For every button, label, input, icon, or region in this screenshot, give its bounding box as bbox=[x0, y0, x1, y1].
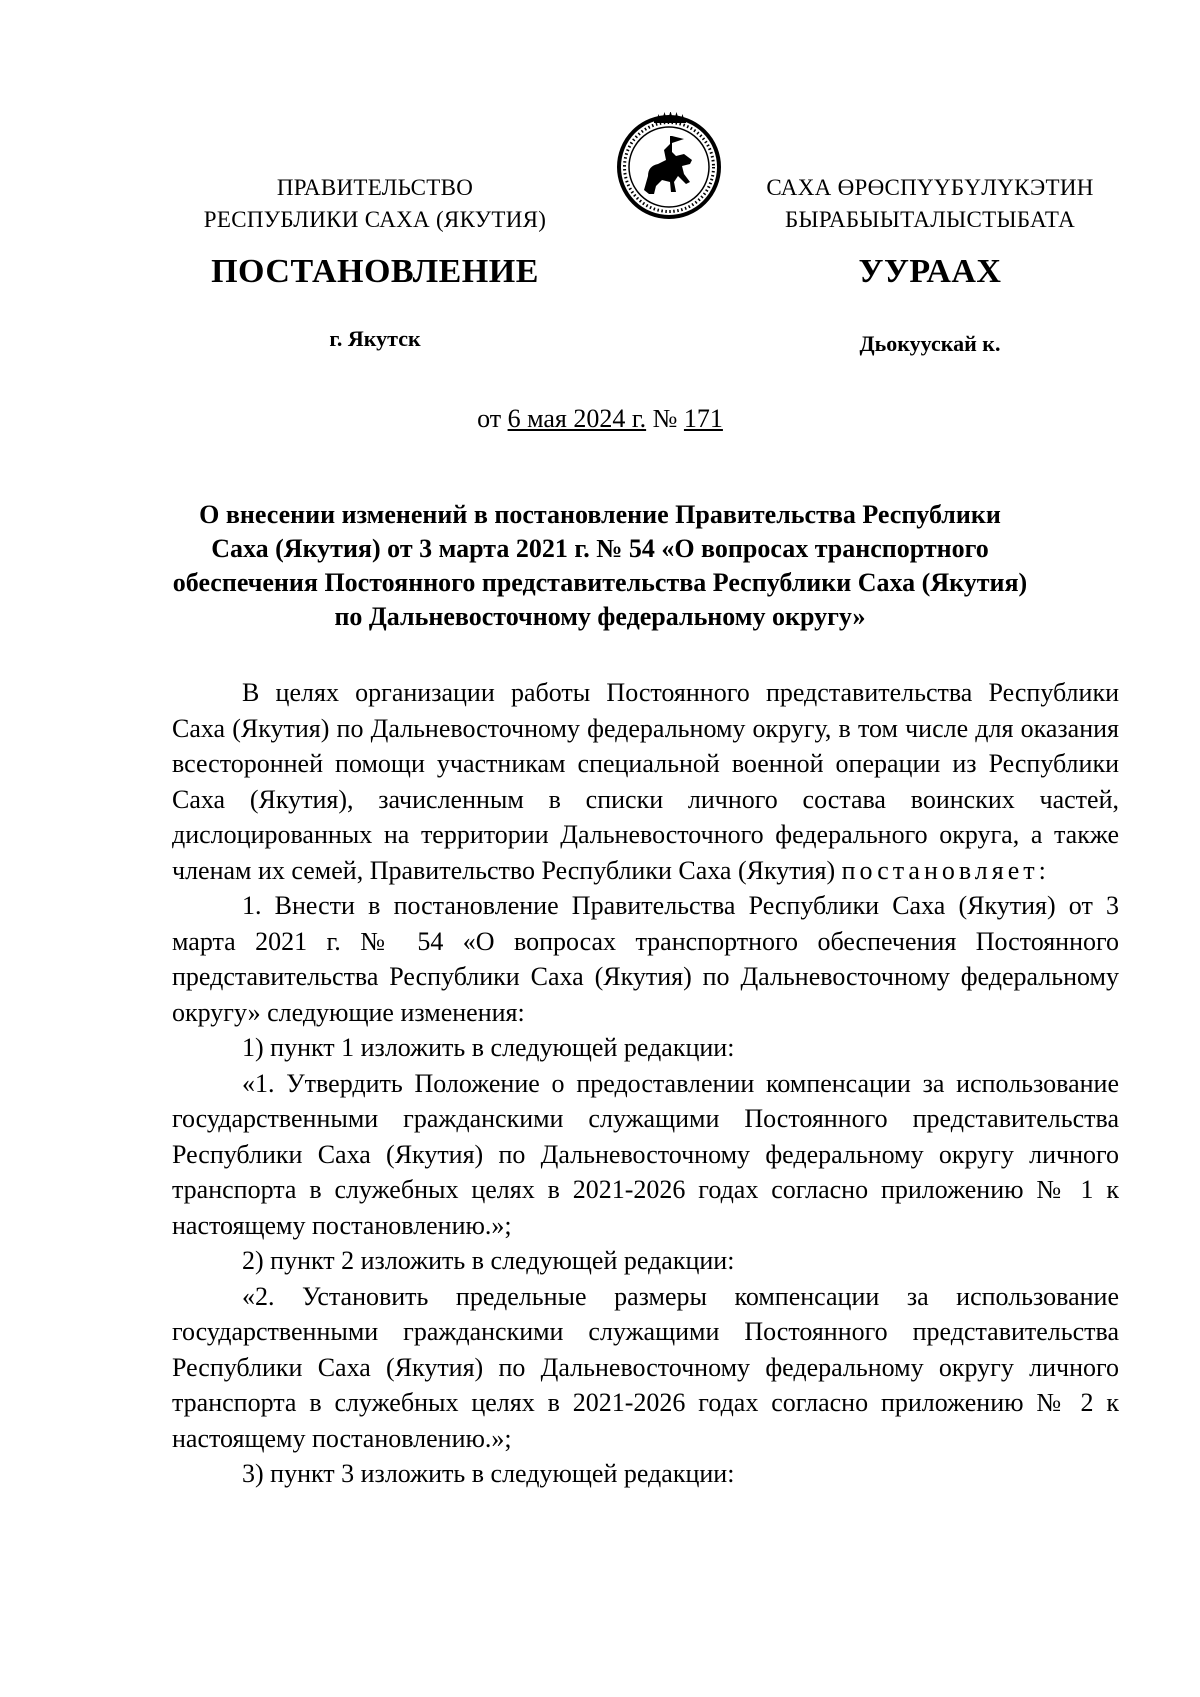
title-line-2: Саха (Якутия) от 3 марта 2021 г. № 54 «О вопросах транспортного bbox=[211, 534, 989, 563]
paragraph-quote-1: «1. Утвердить Положение о предоставлении компенсации за использование государственными гражданскими служащими Постоянного представительства Республики Саха (Якутия) по Дальневосточному федеральному округу личного транспорта в служебных целях в 2021-2026 годах согласно приложению № 1 к настоящему постановлению.»; bbox=[172, 1068, 1119, 1240]
paragraph-quote-2: «2. Установить предельные размеры компенсации за использование государственными гражданскими служащими Постоянного представительства Республики Саха (Якутия) по Дальневосточному федеральному округу личного транспорта в служебных целях в 2021-2026 годах согласно приложению № 2 к настоящему постановлению.»; bbox=[172, 1281, 1119, 1453]
document-number: 171 bbox=[683, 404, 723, 433]
title-line-1: О внесении изменений в постановление Правительства Республики bbox=[199, 500, 1001, 529]
preamble-resolves: постановляет: bbox=[841, 855, 1050, 885]
date-prefix: от bbox=[477, 404, 502, 433]
header-right-sah bbox=[740, 172, 1120, 236]
date-line bbox=[0, 404, 1200, 434]
header-left-line2: РЕСПУБЛИКИ САХА (ЯКУТИЯ) bbox=[203, 207, 547, 232]
paragraph-subitem-2: 2) пункт 2 изложить в следующей редакции: bbox=[242, 1246, 735, 1275]
paragraph-preamble bbox=[172, 675, 1119, 888]
header-left-ru bbox=[180, 172, 570, 236]
document-date: 6 мая 2024 г. bbox=[507, 404, 647, 433]
city-sah: Дьокуускай к. bbox=[859, 331, 1001, 356]
paragraph-subitem-3: 3) пункт 3 изложить в следующей редакции: bbox=[242, 1459, 735, 1488]
title-line-4: по Дальневосточному федеральному округу» bbox=[334, 602, 866, 631]
title-line-3: обеспечения Постоянного представительства Республики Саха (Якутия) bbox=[172, 568, 1028, 597]
paragraph-subitem-1: 1) пункт 1 изложить в следующей редакции: bbox=[242, 1033, 735, 1062]
header-left-line1: ПРАВИТЕЛЬСТВО bbox=[276, 175, 474, 200]
header-right-line1: САХА ӨРӨСПҮҮБҮЛҮКЭТИН bbox=[766, 175, 1094, 200]
paragraph-item-1: 1. Внести в постановление Правительства Республики Саха (Якутия) от 3 марта 2021 г. № 54 «О вопросах транспортного обеспечения Постоянного представительства Республики Саха (Якутия) по Дальневосточному федеральному округу» следующие изменения: bbox=[172, 891, 1119, 1027]
header-right-line2: БЫРАБЫЫТАЛЫСТЫБАТА bbox=[784, 207, 1076, 232]
number-sign: № bbox=[652, 404, 678, 433]
coat-of-arms-sakha-icon bbox=[614, 112, 724, 222]
doc-type-sah: УУРААХ bbox=[858, 253, 1002, 290]
doc-type-ru: ПОСТАНОВЛЕНИЕ bbox=[211, 253, 539, 290]
city-ru: г. Якутск bbox=[329, 326, 421, 351]
preamble-text: В целях организации работы Постоянного представительства Республики Саха (Якутия) по Дальневосточному федеральному округу, в том числе для оказания всесторонней помощи участникам специальной военной операции из Республики Саха (Якутия), зачисленным в списки личного состава воинских частей, дислоцированных на территории Дальневосточного федерального округа, а также членам их семей, Правительство Республики Саха (Якутия) bbox=[172, 678, 1119, 885]
document-title bbox=[170, 498, 1030, 634]
document-body bbox=[172, 675, 1119, 1492]
